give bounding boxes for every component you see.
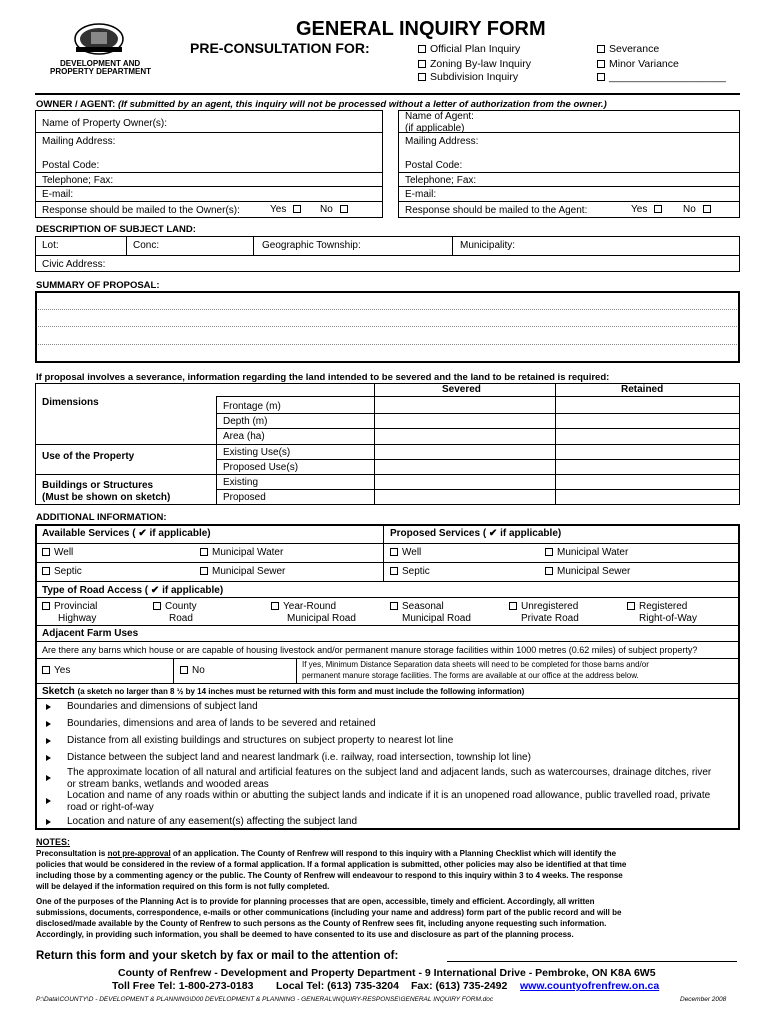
option-minor-variance[interactable]: Minor Variance [597,58,679,70]
bullet-icon [46,738,51,744]
avail-well-checkbox[interactable]: Well [42,547,73,558]
dept-line-1: DEVELOPMENT AND [60,59,141,68]
bullet-icon [46,775,51,781]
sketch-item-5b: or stream banks, wetlands and wooded areas [67,779,269,790]
road-unregistered-checkbox[interactable]: Unregistered Private Road [509,601,579,625]
frontage-label: Frontage (m) [223,401,281,412]
option-severance[interactable]: Severance [597,43,659,55]
additional-heading: ADDITIONAL INFORMATION: [36,512,167,523]
option-other[interactable]: ____________________ [597,71,726,83]
notes-p1-line2: policies that would be considered in the review of a formal application. If a formal application is submitted, other policies may also be identified at that time [36,860,627,869]
sketch-heading: Sketch (a sketch no larger than 8 ½ by 14 inches must be returned with this form and must include the following information) [42,686,525,697]
local-tel: Local Tel: (613) 735-3204 [276,980,399,992]
road-access-heading: Type of Road Access ( ✔ if applicable) [42,585,224,596]
notes-p2-line3: disclosed/made available by the County of Renfrew to such persons as the County of Renfrew sees fit, including anyone requesting such information. [36,919,607,928]
road-yearround-checkbox[interactable]: Year-Round Municipal Road [271,601,356,625]
owner-email-field[interactable]: E-mail: [42,189,74,200]
dept-line-2: PROPERTY DEPARTMENT [50,67,152,76]
area-label: Area (ha) [223,431,265,442]
buildings-label-2: (Must be shown on sketch) [42,492,171,503]
township-field[interactable]: Geographic Township: [262,240,361,251]
summary-heading: SUMMARY OF PROPOSAL: [36,280,160,291]
sketch-item-6a: Location and name of any roads within or abutting the subject lands and indicate if it is an unopened road allowance, public travelled road, private [67,790,711,801]
proposed-label: Proposed [223,492,266,503]
available-services-heading: Available Services ( ✔ if applicable) [42,528,211,539]
agent-email-field[interactable]: E-mail: [405,189,437,200]
sketch-item-5a: The approximate location of all natural and artificial features on the subject land and adjacent lands, such as watercourses, drainage ditches, river [67,767,712,778]
bullet-icon [46,798,51,804]
agent-postal-field[interactable]: Postal Code: [405,160,463,171]
severance-heading: If proposal involves a severance, information regarding the land intended to be severed and the land to be retained is required: [36,372,610,383]
civic-address-field[interactable]: Civic Address: [42,259,106,270]
road-county-checkbox[interactable]: County Road [153,601,197,625]
road-seasonal-checkbox[interactable]: Seasonal Municipal Road [390,601,471,625]
file-path: P:\Data\COUNTY\D - DEVELOPMENT & PLANNING\D00 DEVELOPMENT & PLANNING - GENERAL\INQUIRY-RESPONSE\GENERAL INQUIRY FORM.doc [36,996,494,1003]
owner-postal-field[interactable]: Postal Code: [42,160,100,171]
bullet-icon [46,755,51,761]
severed-header: Severed [442,384,481,395]
sketch-item-2: Boundaries, dimensions and area of lands to be severed and retained [67,718,376,729]
notes-p2-line2: submissions, documents, correspondence, e-mails or other communications (including your name and address) form part of the public record and will be [36,908,622,917]
header-divider [35,93,740,95]
lot-field[interactable]: Lot: [42,240,59,251]
notes-p2-line4: Accordingly, in providing such information, you shall be deemed to have consented to its use and disclosure as part of the planning process. [36,930,574,939]
option-official-plan[interactable]: Official Plan Inquiry [418,43,520,55]
road-provincial-checkbox[interactable]: Provincial Highway [42,601,97,625]
prop-septic-checkbox[interactable]: Septic [390,566,430,577]
notes-p2-line1: One of the purposes of the Planning Act is to provide for planning processes that are open, accessible, timely and efficient. Accordingly, all written [36,897,595,906]
agent-name-sub: (if applicable) [405,123,465,134]
option-zoning[interactable]: Zoning By-law Inquiry [418,58,531,70]
existing-uses-label: Existing Use(s) [223,447,291,458]
mds-note-1: If yes, Minimum Distance Separation data sheets will need to be completed for those barns and/or [302,660,649,669]
buildings-label-1: Buildings or Structures [42,480,154,491]
agent-yes-checkbox[interactable]: Yes [631,204,666,215]
sketch-item-3: Distance from all existing buildings and structures on subject property to nearest lot line [67,735,454,746]
summary-textarea[interactable] [35,291,740,363]
form-title: GENERAL INQUIRY FORM [296,18,546,40]
notes-heading: NOTES: [36,837,71,847]
county-address: County of Renfrew - Development and Property Department - 9 International Drive - Pembroke, ON K8A 6W5 [118,967,656,979]
owner-phone-field[interactable]: Telephone; Fax: [42,175,114,186]
sketch-item-7: Location and nature of any easement(s) affecting the subject land [67,816,358,827]
notes-p1-line3: including those by a commenting agency or the public. The County of Renfrew will endeavour to respond to this inquiry within 3 to 4 weeks. The response [36,871,623,880]
land-heading: DESCRIPTION OF SUBJECT LAND: [36,224,196,235]
notes-p1-line1: Preconsultation is not pre-approval of an application. The County of Renfrew will respond to this inquiry with a Planning Checklist which will identify the [36,849,617,858]
mds-note-2: permanent manure storage facilities. The forms are available at our office at the address below. [302,671,639,680]
option-subdivision[interactable]: Subdivision Inquiry [418,71,518,83]
owner-yes-checkbox[interactable]: Yes [270,204,305,215]
proposed-uses-label: Proposed Use(s) [223,462,299,473]
owner-mailing-field[interactable]: Mailing Address: [42,136,116,147]
proposed-services-heading: Proposed Services ( ✔ if applicable) [390,528,562,539]
prop-well-checkbox[interactable]: Well [390,547,421,558]
avail-septic-checkbox[interactable]: Septic [42,566,82,577]
website-link[interactable]: www.countyofrenfrew.on.ca [520,980,660,992]
agent-phone-field[interactable]: Telephone; Fax: [405,175,477,186]
barns-question: Are there any barns which house or are capable of housing livestock and/or permanent manure storage facilities within 1000 metres (0.62 miles) of subject property? [42,645,698,655]
county-logo [72,22,126,56]
owner-response-label: Response should be mailed to the Owner(s): [42,205,240,216]
owner-heading: OWNER / AGENT: (If submitted by an agent, this inquiry will not be processed without a letter of authorization from the owner.) [36,99,607,110]
agent-response-label: Response should be mailed to the Agent: [405,205,588,216]
bullet-icon [46,819,51,825]
municipality-field[interactable]: Municipality: [460,240,516,251]
prop-water-checkbox[interactable]: Municipal Water [545,547,628,558]
agent-mailing-field[interactable]: Mailing Address: [405,136,479,147]
avail-water-checkbox[interactable]: Municipal Water [200,547,283,558]
conc-field[interactable]: Conc: [133,240,160,251]
bullet-icon [46,704,51,710]
attention-line[interactable] [447,961,737,962]
barns-no-checkbox[interactable]: No [180,665,205,676]
fax-number: Fax: (613) 735-2492 [411,980,508,992]
existing-label: Existing [223,477,259,488]
retained-header: Retained [621,384,664,395]
sketch-item-4: Distance between the subject land and nearest landmark (i.e. railway, road intersection, township lot line) [67,752,531,763]
farm-heading: Adjacent Farm Uses [42,628,139,639]
agent-name-field[interactable]: Name of Agent: [405,111,474,122]
preconsult-label: PRE-CONSULTATION FOR: [190,40,370,56]
barns-yes-checkbox[interactable]: Yes [42,665,70,676]
bullet-icon [46,721,51,727]
use-label: Use of the Property [42,451,135,462]
sketch-item-1: Boundaries and dimensions of subject land [67,701,258,712]
agent-no-checkbox[interactable]: No [683,204,715,215]
sketch-item-6b: road or right-of-way [67,802,154,813]
owner-no-checkbox[interactable]: No [320,204,352,215]
road-registered-checkbox[interactable]: Registered Right-of-Way [627,601,697,625]
revision-date: December 2008 [680,996,727,1003]
dimensions-label: Dimensions [42,397,99,408]
depth-label: Depth (m) [223,416,268,427]
avail-sewer-checkbox[interactable]: Municipal Sewer [200,566,285,577]
owner-name-field[interactable]: Name of Property Owner(s): [42,118,168,129]
prop-sewer-checkbox[interactable]: Municipal Sewer [545,566,630,577]
return-instructions: Return this form and your sketch by fax or mail to the attention of: [36,950,399,962]
toll-free: Toll Free Tel: 1-800-273-0183 [112,980,254,992]
notes-p1-line4: will be delayed if the information required on this form is not fully completed. [36,882,330,891]
